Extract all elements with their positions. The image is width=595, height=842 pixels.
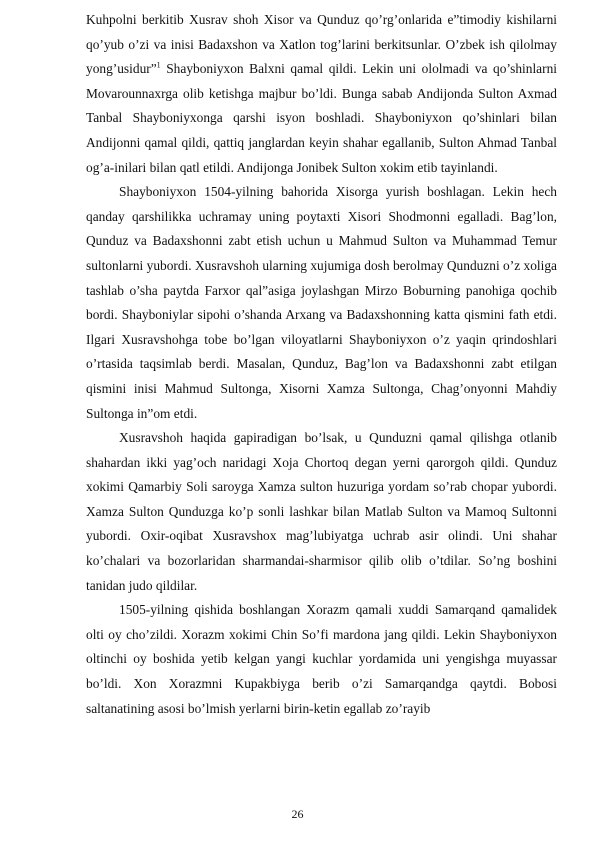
- paragraph-1-text-after: Shayboniyxon Balxni qamal qildi. Lekin uni ololmadi va qo’shinlarni Movarounnaxrga olib ketishga majbur bo’ldi. Bunga sabab Andijonda Sulton Axmad Tanbal Shayboniyxonga qarshi isyon boshladi. Shayboniyxon qo’shinlari bilan Andijonni qamal qildi, qattiq janglardan keyin shahar egallanib, Sulton Ahmad Tanbal og’a-inilari bilan qatl etildi. Andijonga Jonibek Sulton xokim etib tayinlandi.: [86, 61, 557, 175]
- paragraph-2: Shayboniyxon 1504-yilning bahorida Xisorga yurish boshlagan. Lekin hech qanday qarshilikka uchramay uning poytaxti Xisori Shodmonni egalladi. Bag’lon, Qunduz va Badaxshonni zabt etish uchun u Mahmud Sulton va Muhammad Temur sultonlarni yubordi. Xusravshoh ularning xujumiga dosh berolmay Qunduzni o’z xoliga tashlab o’sha paytda Farxor qal”asiga joylashgan Mirzo Boburning panohiga qochib bordi. Shayboniylar sipohi o’shanda Arxang va Badaxshonning katta qismini fath etdi. Ilgari Xusravshohga tobe bo’lgan viloyatlarni Shayboniyxon o’z yaqin qrindoshlari o’rtasida taqsimlab berdi. Masalan, Qunduz, Bag’lon va Badaxshonni zabt etilgan qismini inisi Mahmud Sultonga, Xisorni Xamza Sultonga, Chag’onyonni Mahdiy Sultonga in”om etdi.: [86, 184, 557, 421]
- document-body: [86, 8, 557, 721]
- paragraph-1-text-before: Kuhpolni berkitib Xusrav shoh Xisor va Qunduz qo’rg’onlarida e”timodiy kishilarni qo’yub o’zi va inisi Badaxshon va Xatlon tog’larini berkitsunlar. O’zbek ish qilolmay yong’usidur”: [86, 12, 557, 77]
- paragraph-1: [86, 8, 557, 180]
- paragraph-4: 1505-yilning qishida boshlangan Xorazm qamali xuddi Samarqand qamalidek olti oy cho’zildi. Xorazm xokimi Chin So’fi mardona jang qildi. Lekin Shayboniyxon oltinchi oy boshida yetib kelgan yangi kuchlar yordamida uni yengishga muyassar bo’ldi. Xon Xorazmni Kupakbiyga berib o’zi Samarqandga qaytdi. Bobosi saltanatining asosi bo’lmish yerlarni birin-ketin egallab zo’rayib: [86, 602, 557, 716]
- footnote-marker[interactable]: 1: [156, 60, 161, 70]
- paragraph-3: Xusravshoh haqida gapiradigan bo’lsak, u Qunduzni qamal qilishga otlanib shahardan ikki yag’och naridagi Xoja Chortoq degan yerni qarorgoh qildi. Qunduz xokimi Qamarbiy Soli saroyga Xamza sulton huzuriga yordam so’rab chopar yubordi. Xamza Sulton Qunduzga ko’p sonli lashkar bilan Matlab Sulton va Mamoq Sultonni yubordi. Oxir-oqibat Xusravshox mag’lubiyatga uchrab asir olindi. Uni shahar ko’chalari va bozorlaridan sharmandai-sharmisor qilib olib o’tdilar. So’ng boshini tanidan judo qildilar.: [86, 430, 557, 593]
- page-number: 26: [291, 807, 304, 821]
